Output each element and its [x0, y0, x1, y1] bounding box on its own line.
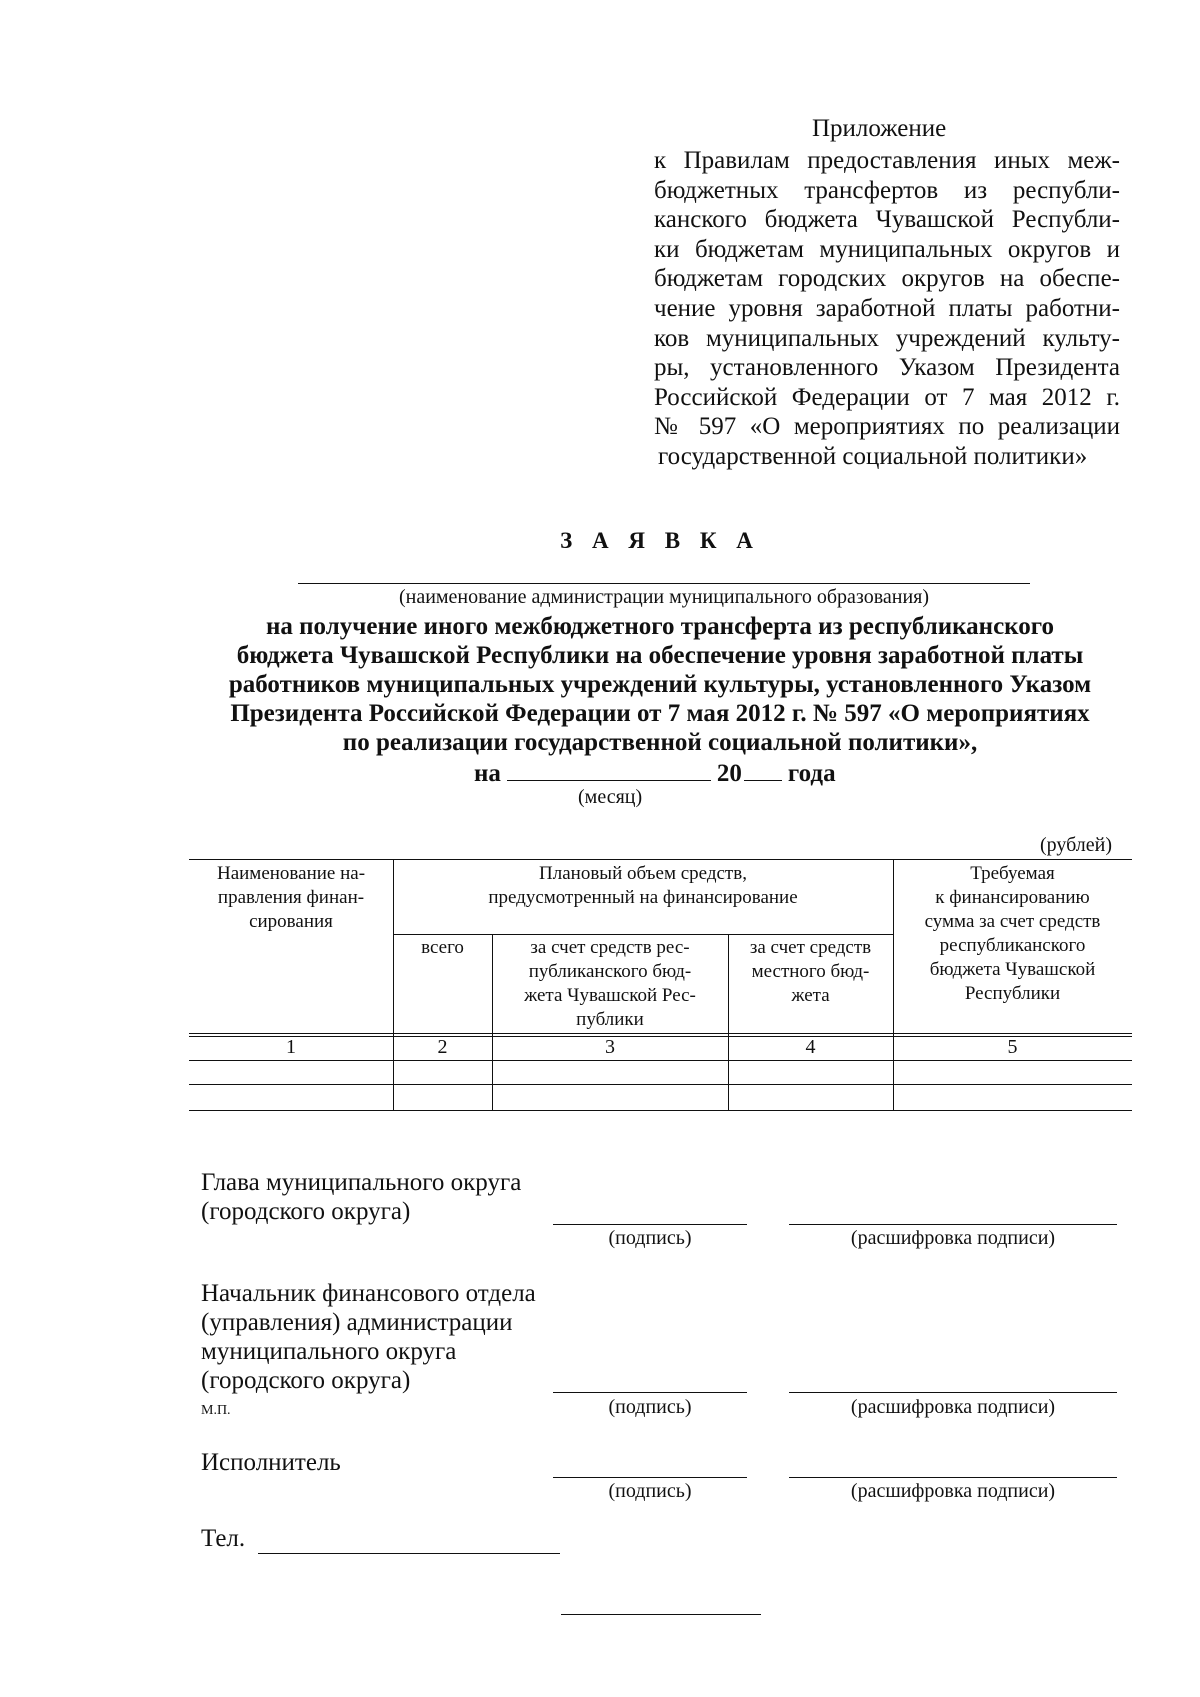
- column-number: 1: [286, 1036, 296, 1058]
- column-header-local-budget: за счет средств местного бюд- жета: [749, 937, 872, 1006]
- appendix-line: государственной социальной политики»: [658, 442, 1088, 470]
- table-row-border: [189, 1110, 1132, 1111]
- appendix-title: Приложение: [812, 115, 947, 142]
- decode-caption: (расшифровка подписи): [850, 1480, 1056, 1502]
- subject-line: Президента Российской Федерации от 7 мая 2012 г. № 597 «О мероприятиях: [230, 700, 1090, 727]
- head-signature-field[interactable]: [553, 1224, 747, 1225]
- head-name-field[interactable]: [789, 1224, 1117, 1225]
- stamp-placeholder: М.П.: [201, 1403, 231, 1418]
- appendix-line: ки бюджетам муниципальных округов и: [654, 235, 1120, 263]
- appendix-line: Российской Федерации от 7 мая 2012 г.: [654, 383, 1120, 411]
- request-subject: [180, 612, 1140, 757]
- finance-signatory-label: Начальник финансового отдела (управления) администрации муниципального округа (городского округа): [201, 1280, 536, 1394]
- appendix-line: к Правилам предоставления иных меж-: [654, 147, 1120, 174]
- table-row-border: [189, 1060, 1132, 1061]
- document-title: З А Я В К А: [560, 528, 760, 553]
- units-label: (рублей): [1040, 834, 1113, 856]
- table-top-border: [189, 859, 1132, 860]
- year-suffix: года: [787, 760, 836, 787]
- subject-line: на получение иного межбюджетного трансферта из республиканского: [266, 613, 1054, 640]
- month-caption: (месяц): [578, 786, 643, 808]
- year-field[interactable]: [744, 758, 782, 781]
- column-number: 3: [605, 1036, 615, 1058]
- appendix-line: № 597 «О мероприятиях по реализации: [654, 413, 1120, 441]
- appendix-line: канского бюджета Чувашской Республи-: [654, 206, 1120, 234]
- footer-separator: [561, 1614, 761, 1615]
- table-row-border: [189, 1084, 1132, 1085]
- column-number: 5: [1007, 1036, 1018, 1058]
- subject-line: работников муниципальных учреждений культуры, установленного Указом: [228, 671, 1092, 698]
- admin-name-field-line: [298, 583, 1030, 584]
- column-header-republic-budget: за счет средств рес- публиканского бюд- жета Чувашской Рес- публики: [524, 937, 696, 1030]
- appendix-line: бюджетных трансфертов из республи-: [654, 176, 1120, 204]
- finance-signature-field[interactable]: [553, 1392, 747, 1393]
- executor-name-field[interactable]: [789, 1477, 1117, 1478]
- executor-signature-field[interactable]: [553, 1477, 747, 1478]
- month-prefix: на: [474, 760, 501, 787]
- column-number: 2: [437, 1036, 448, 1058]
- admin-name-caption: (наименование администрации муниципального образования): [398, 586, 930, 608]
- table-header-bottom-border: [189, 1033, 1132, 1034]
- subject-line: по реализации государственной социальной политики»,: [342, 729, 978, 756]
- subject-line: бюджета Чувашской Республики на обеспечение уровня заработной платы: [236, 642, 1084, 669]
- phone-field[interactable]: [258, 1553, 560, 1554]
- column-header-total: всего: [421, 937, 464, 958]
- appendix-text: [654, 146, 1120, 472]
- executor-label: Исполнитель: [201, 1449, 341, 1476]
- appendix-line: бюджетам городских округов на обеспе-: [654, 265, 1120, 293]
- head-signatory-label: Глава муниципального округа (городского округа): [201, 1169, 522, 1225]
- signature-caption: (подпись): [608, 1480, 692, 1502]
- column-header-direction: Наименование на- правления финан- сирования: [216, 863, 366, 932]
- table-subheader-border: [393, 934, 893, 935]
- decode-caption: (расшифровка подписи): [850, 1227, 1056, 1249]
- finance-name-field[interactable]: [789, 1392, 1117, 1393]
- decode-caption: (расшифровка подписи): [850, 1396, 1056, 1418]
- signature-caption: (подпись): [608, 1227, 692, 1249]
- period-line: [474, 758, 836, 788]
- appendix-line: ков муниципальных учреждений культу-: [654, 324, 1120, 352]
- appendix-line: ры, установленного Указом Президента: [654, 354, 1120, 382]
- phone-label: Тел.: [201, 1525, 246, 1552]
- appendix-line: чение уровня заработной платы работни-: [654, 294, 1120, 322]
- column-number: 4: [805, 1036, 816, 1058]
- month-field[interactable]: [507, 758, 711, 781]
- year-prefix: 20: [716, 760, 742, 787]
- column-header-planned-volume: Плановый объем средств, предусмотренный на финансирование: [488, 863, 798, 908]
- signature-caption: (подпись): [608, 1396, 692, 1418]
- column-header-required-amount: Требуемая к финансированию сумма за счет средств республиканского бюджета Чувашской Республики: [924, 863, 1101, 1004]
